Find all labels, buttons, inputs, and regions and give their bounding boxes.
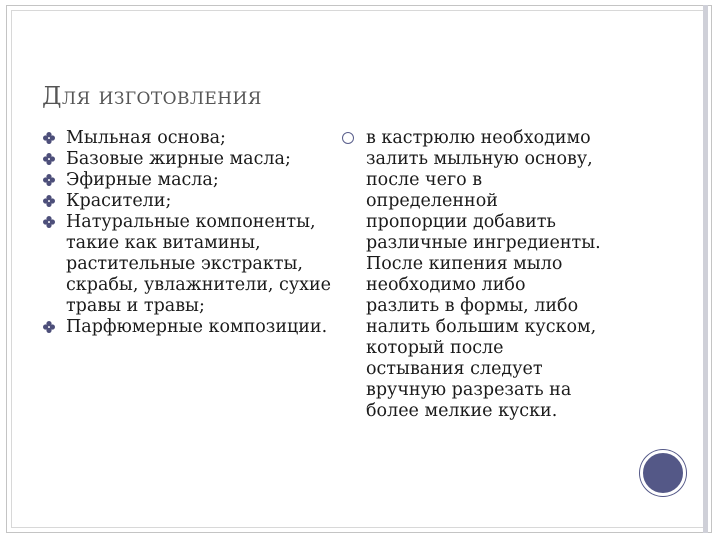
diamond-clover-bullet-icon <box>42 320 56 334</box>
list-item <box>42 149 332 170</box>
decorative-circle-icon <box>640 450 686 496</box>
list-item-text: Красители; <box>66 191 172 211</box>
list-item <box>42 128 332 149</box>
list-item-text: Парфюмерные композиции. <box>66 317 328 337</box>
list-item-text: Мыльная основа; <box>66 128 226 148</box>
ring-bullet-icon <box>342 132 354 144</box>
right-paragraph: в кастрюлю необходимо залить мыльную основу, после чего в определенной пропорции добавить различные ингредиенты. После кипения мыло необходимо либо разлить в формы, либо налить большим куском, который после остывания следует вручную разрезать на более мелкие куски. <box>366 128 601 421</box>
left-bullet-list <box>42 128 332 338</box>
list-item <box>42 191 332 212</box>
slide-right-bar <box>703 5 708 533</box>
diamond-clover-bullet-icon <box>42 152 56 166</box>
list-item <box>42 212 332 317</box>
diamond-clover-bullet-icon <box>42 194 56 208</box>
list-item-text: Эфирные масла; <box>66 170 219 190</box>
list-item <box>42 170 332 191</box>
right-column <box>342 128 642 422</box>
diamond-clover-bullet-icon <box>42 173 56 187</box>
list-item <box>42 317 332 338</box>
slide-title: Для изготовления <box>42 82 262 110</box>
list-item-text: Базовые жирные масла; <box>66 149 291 169</box>
diamond-clover-bullet-icon <box>42 215 56 229</box>
list-item-text: Натуральные компоненты, такие как витамины, растительные экстракты, скрабы, увлажнители, сухие травы и травы; <box>66 212 332 316</box>
diamond-clover-bullet-icon <box>42 131 56 145</box>
